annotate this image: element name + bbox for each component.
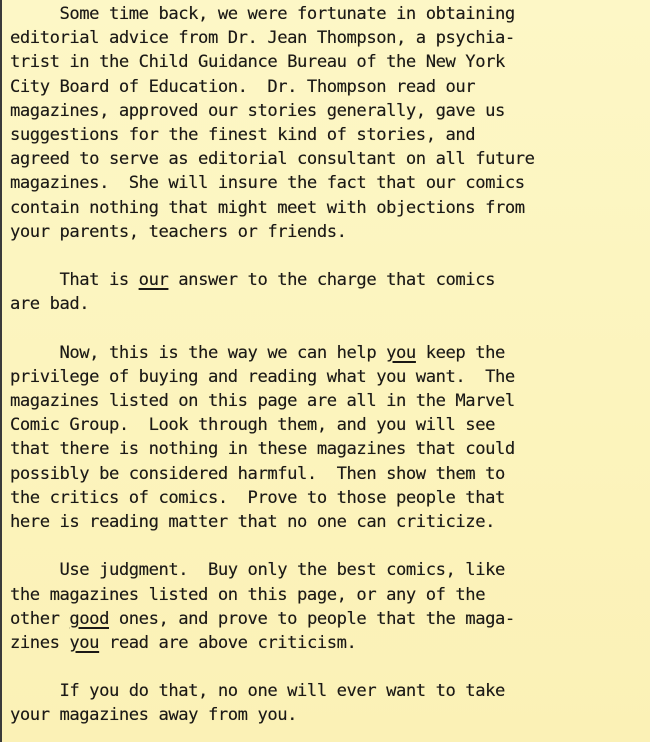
text-line: suggestions for the finest kind of stories, and (10, 124, 476, 145)
text-line: magazines, approved our stories generally, gave us (10, 100, 505, 121)
paragraph-use-judgment (10, 558, 650, 655)
underlined-word-good: good (69, 608, 109, 629)
text-line: agreed to serve as editorial consultant on all future (10, 149, 535, 170)
paragraph-help-you (10, 341, 650, 535)
text-line: Use judgment. Buy only the best comics, like (10, 560, 505, 581)
paragraph-our-answer (10, 268, 650, 316)
text-line: that there is nothing in these magazines that could (10, 439, 515, 460)
text-segment: Now, this is the way we can help (10, 342, 387, 363)
underlined-word-you: you (386, 342, 416, 363)
text-line: magazines. She will insure the fact that our comics (10, 173, 525, 194)
text-line: magazines listed on this page are all in the Marvel (10, 391, 515, 411)
text-segment: read are above criticism. (99, 632, 357, 653)
underlined-word-our: our (138, 270, 169, 291)
text-line: City Board of Education. Dr. Thompson read our (10, 76, 476, 97)
text-line (10, 268, 650, 292)
text-line (10, 341, 650, 365)
text-line: possibly be considered harmful. Then show them to (10, 463, 505, 484)
text-segment: answer to the charge that comics (168, 270, 496, 291)
text-line (10, 607, 650, 631)
paragraph-editorial-advice (10, 2, 650, 244)
typewritten-text (10, 2, 650, 742)
text-line: your parents, teachers or friends. (10, 221, 347, 242)
underlined-word-you: you (69, 632, 100, 653)
text-line: privilege of buying and reading what you want. The (10, 366, 515, 387)
text-line: editorial advice from Dr. Jean Thompson, a psychia- (10, 28, 515, 49)
text-line: the magazines listed on this page, or any of the (10, 584, 486, 605)
text-line: here is reading matter that no one can criticize. (10, 511, 495, 532)
text-line: trist in the Child Guidance Bureau of the New York (10, 52, 505, 73)
text-segment: ones, and prove to people that the maga- (108, 608, 515, 629)
text-line: If you do that, no one will ever want to take (10, 681, 505, 702)
paragraph-closing (10, 679, 650, 727)
text-line: contain nothing that might meet with objections from (10, 197, 525, 218)
text-segment: other (10, 608, 70, 629)
text-line: your magazines away from you. (10, 705, 298, 726)
text-line: the critics of comics. Prove to those people that (10, 487, 505, 508)
text-segment: zines (10, 632, 70, 653)
text-segment: That is (10, 270, 139, 291)
text-line: are bad. (10, 294, 90, 315)
text-line: Some time back, we were fortunate in obtaining (10, 4, 515, 24)
text-line (10, 631, 650, 655)
text-segment: keep the (415, 342, 505, 363)
text-line: Comic Group. Look through them, and you will see (10, 415, 495, 436)
